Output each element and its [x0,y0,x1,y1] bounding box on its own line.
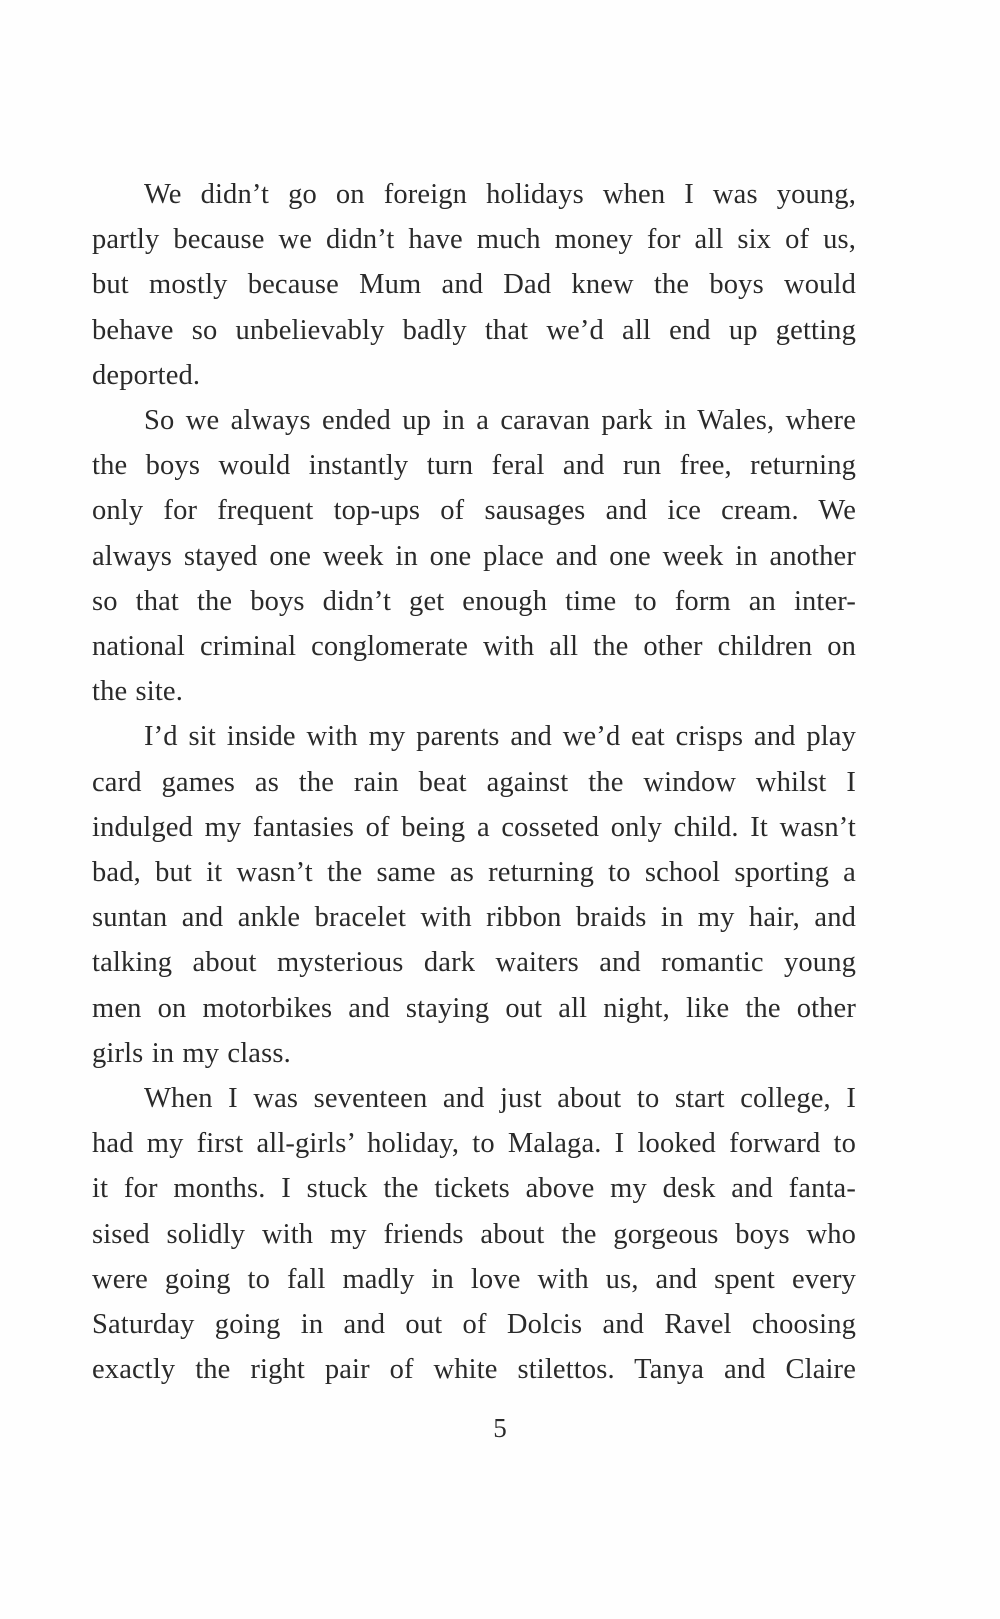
text-line: men on motorbikes and staying out all night, like the other [92,992,856,1024]
text-line: it for months. I stuck the tickets above my desk and fanta- [92,1173,856,1205]
text-line: but mostly because Mum and Dad knew the boys would [92,269,856,301]
text-line: partly because we didn’t have much money for all six of us, [92,224,856,256]
text-line: bad, but it wasn’t the same as returning to school sporting a [92,857,856,889]
text-line: I’d sit inside with my parents and we’d eat crisps and play [144,721,856,753]
text-line: exactly the right pair of white stilettos. Tanya and Claire [92,1354,856,1386]
text-line: only for frequent top-ups of sausages and ice cream. We [92,495,856,527]
text-line: So we always ended up in a caravan park in Wales, where [144,405,856,437]
text-line: were going to fall madly in love with us, and spent every [92,1263,856,1295]
text-line: national criminal conglomerate with all the other children on [92,631,856,663]
text-line: card games as the rain beat against the window whilst I [92,766,856,798]
text-line: so that the boys didn’t get enough time to form an inter- [92,585,856,617]
text-line: behave so unbelievably badly that we’d all end up getting [92,314,856,346]
text-line: suntan and ankle bracelet with ribbon braids in my hair, and [92,902,856,934]
text-line: When I was seventeen and just about to start college, I [144,1083,856,1115]
text-line: always stayed one week in one place and one week in another [92,540,856,572]
text-line: talking about mysterious dark waiters and romantic young [92,947,856,979]
text-line: We didn’t go on foreign holidays when I was young, [144,179,856,210]
text-line: Saturday going in and out of Dolcis and Ravel choosing [92,1309,856,1341]
text-line: indulged my fantasies of being a cosseted only child. It wasn’t [92,811,856,843]
text-line: the site. [92,676,183,708]
paragraph-2 [92,398,856,714]
paragraph-3 [92,714,856,1076]
paragraph-1 [92,172,856,398]
page-number: 5 [493,1413,507,1443]
text-line: had my first all-girls’ holiday, to Malaga. I looked forward to [92,1128,856,1160]
paragraph-4 [92,1076,856,1392]
text-line: sised solidly with my friends about the gorgeous boys who [92,1218,856,1250]
text-line: girls in my class. [92,1037,291,1069]
body-text [92,172,856,1392]
text-line: the boys would instantly turn feral and run free, returning [92,450,856,482]
text-line: deported. [92,359,201,391]
